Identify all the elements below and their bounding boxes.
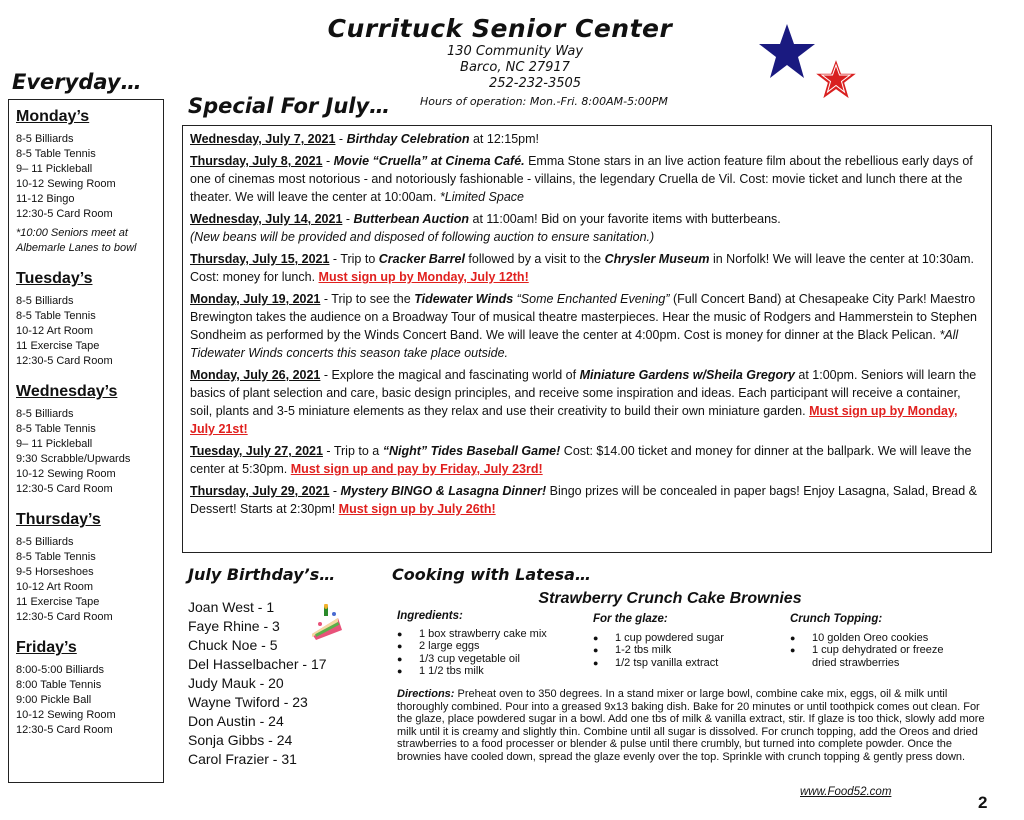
event-text: at 1:00pm. Seniors will learn the basics of plant selection and care, basic design principles, and receive some inspiration and ideas. Each participant will receive a container, soil, plants and 3-5 miniature elements as they relax and use their creativity to build their own miniature garden. — [190, 368, 977, 418]
list-item: 10-12 Art Room — [16, 581, 94, 593]
bullet-icon: ● — [397, 653, 403, 664]
thursday-section — [16, 511, 156, 625]
list-item: 12:30-5 Card Room — [16, 208, 113, 220]
event-item — [190, 210, 984, 246]
list-item: 8-5 Table Tennis — [16, 310, 96, 322]
event-name: Movie “Cruella” at Cinema Café. — [333, 154, 525, 168]
list-item: 10-12 Art Room — [16, 325, 94, 337]
directions-text: Preheat oven to 350 degrees. In a stand mixer or large bowl, combine cake mix, eggs, oil & milk until thoroughly combined. Pour into a greased 9x13 baking dish. Bake for 20 minutes or until toothpick comes out clean. For the glaze, place powdered sugar in a bowl. Add one tbs of milk & vanilla extract, stir. If glaze is too thick, slowly add more milk until it is creamy and slightly thin. Combine until all sugar is dissolved. For crunch topping, add the Oreos and dried strawberries to a food processer or blender & pulse until there crumbly, but turned into complete powder. Once the brownies have cooled down, spread the glaze evenly over the top. Sprinkle with crunch topping & gently press down. — [397, 688, 985, 763]
list-item — [397, 640, 587, 653]
event-name: Cracker Barrel — [378, 252, 465, 266]
list-item: 8-5 Billiards — [16, 408, 74, 420]
tuesday-title: Tuesday’s — [16, 270, 93, 287]
glaze-heading: For the glaze: — [593, 613, 668, 625]
bullet-icon: ● — [790, 632, 796, 643]
tuesday-section — [16, 270, 156, 369]
event-item — [190, 482, 984, 518]
list-item: 11 Exercise Tape — [16, 340, 100, 352]
address-line-2: Barco, NC 27917 — [460, 60, 570, 75]
bullet-icon: ● — [593, 657, 599, 668]
bullet-icon: ● — [593, 645, 599, 655]
glaze-section — [593, 613, 783, 669]
special-events-box — [182, 125, 992, 553]
cooking-heading: Cooking with Latesa… — [392, 565, 591, 584]
bullet-icon: ● — [397, 666, 403, 676]
ingredient-text: 1 cup dehydrated or freeze dried strawberries — [812, 644, 944, 669]
event-text: - Trip to see the — [320, 292, 415, 306]
list-item: 10-12 Sewing Room — [16, 178, 116, 190]
bullet-icon: ● — [397, 628, 403, 639]
list-item — [790, 632, 990, 645]
event-name: Chrysler Museum — [604, 252, 710, 266]
signup-alert: Must sign up by Monday, July 21st! — [190, 404, 958, 436]
list-item: 8-5 Billiards — [16, 295, 74, 307]
list-item: 8:00 Table Tennis — [16, 679, 102, 691]
event-item — [190, 152, 984, 206]
list-item: 8-5 Table Tennis — [16, 551, 96, 563]
event-date: Thursday, July 29, 2021 — [190, 484, 330, 498]
everyday-schedule-box — [8, 99, 164, 783]
list-item: Faye Rhine - 3 — [188, 618, 280, 634]
event-text: - Trip to a — [322, 444, 383, 458]
recipe-title: Strawberry Crunch Cake Brownies — [538, 590, 802, 607]
list-item: Chuck Noe - 5 — [188, 637, 278, 653]
ingredient-text: 1 box strawberry cake mix — [419, 627, 547, 640]
event-text: in Norfolk! We will leave the center at 10:30am. Cost: money for lunch. — [190, 252, 974, 284]
directions-label: Directions: — [397, 688, 455, 700]
list-item: Judy Mauk - 20 — [188, 675, 284, 691]
event-date: Tuesday, July 27, 2021 — [190, 444, 323, 458]
list-item: 12:30-5 Card Room — [16, 611, 113, 623]
event-text: Emma Stone stars in an live action feature film about the rebellious early days of one of cinemas most notorious - and notoriously fashionable - villains, the legendary Cruella de Vil. Cost: movie ticket and lunch there at the theater. We will leave the center at 10:00am. — [190, 154, 973, 204]
event-date: Monday, July 19, 2021 — [190, 292, 321, 306]
event-item — [190, 366, 984, 438]
monday-title: Monday’s — [16, 108, 90, 125]
event-note: *Limited Space — [439, 190, 524, 204]
list-item: 8-5 Billiards — [16, 536, 74, 548]
signup-alert: Must sign up and pay by Friday, July 23rd! — [290, 462, 543, 476]
friday-section — [16, 639, 156, 738]
center-title: Currituck Senior Center — [327, 14, 673, 43]
list-item: 9– 11 Pickleball — [16, 163, 93, 175]
monday-note: *10:00 Seniors meet at Albemarle Lanes to bowl — [16, 227, 137, 254]
event-text: Bingo prizes will be concealed in paper bags! Enjoy Lasagna, Salad, Bread & Dessert! Starts at 2:30pm! — [190, 484, 977, 516]
friday-title: Friday’s — [16, 639, 77, 656]
ingredient-text: 1/3 cup vegetable oil — [419, 652, 520, 665]
event-text: at 11:00am! Bid on your favorite items with butterbeans. — [469, 212, 781, 226]
list-item: 12:30-5 Card Room — [16, 483, 113, 495]
event-item — [190, 130, 984, 148]
event-date: Wednesday, July 14, 2021 — [190, 212, 343, 226]
birthdays-heading: July Birthday’s… — [188, 565, 336, 584]
list-item: 9-5 Horseshoes — [16, 566, 94, 578]
ingredients-section — [397, 610, 587, 678]
wednesday-title: Wednesday’s — [16, 383, 118, 400]
list-item: 9– 11 Pickleball — [16, 438, 93, 450]
wednesday-section — [16, 383, 156, 497]
event-name: Tidewater Winds — [414, 292, 514, 306]
event-text: (Full Concert Band) at Chesapeake City Park! Maestro Brewington takes the audience on a Broadway Tour of musical theatre masterpieces. Hear the music of Rodgers and Hammerstein to Stephen Sondheim as performed by the Winds Concert Band. We will leave the center at 4:00pm. Cost is money for dinner at the Black Pelican. — [190, 292, 977, 342]
list-item: 9:00 Pickle Ball — [16, 694, 92, 706]
event-text: - — [335, 132, 347, 146]
list-item: 9:30 Scrabble/Upwards — [16, 453, 131, 465]
event-date: Thursday, July 15, 2021 — [190, 252, 330, 266]
ingredient-text: 10 golden Oreo cookies — [812, 631, 929, 644]
ingredient-text: 2 large eggs — [419, 640, 480, 652]
ingredient-text: 1 cup powdered sugar — [615, 631, 724, 644]
event-name: “Night” Tides Baseball Game! — [382, 444, 561, 458]
monday-section — [16, 108, 156, 256]
ingredients-heading: Ingredients: — [397, 610, 463, 622]
event-name: Birthday Celebration — [346, 132, 470, 146]
event-date: Thursday, July 8, 2021 — [190, 154, 323, 168]
event-date: Monday, July 26, 2021 — [190, 368, 321, 382]
topping-heading: Crunch Topping: — [790, 613, 883, 625]
list-item: 11 Exercise Tape — [16, 596, 100, 608]
special-heading: Special For July… — [188, 94, 391, 118]
list-item: 11-12 Bingo — [16, 193, 75, 205]
event-text: - Trip to — [329, 252, 379, 266]
list-item: 8:00-5:00 Billiards — [16, 664, 105, 676]
hours-of-operation: Hours of operation: Mon.-Fri. 8:00AM-5:00PM — [420, 95, 668, 108]
signup-alert: Must sign up by July 26th! — [338, 502, 496, 516]
list-item: 8-5 Billiards — [16, 133, 74, 145]
page-number: 2 — [978, 793, 988, 812]
thursday-title: Thursday’s — [16, 511, 101, 528]
event-quote: “Some Enchanted Evening” — [513, 292, 670, 306]
list-item: 12:30-5 Card Room — [16, 355, 113, 367]
list-item: 12:30-5 Card Room — [16, 724, 113, 736]
event-text: - — [329, 484, 341, 498]
event-text: - — [342, 212, 354, 226]
birthdays-list — [188, 598, 327, 769]
event-item — [190, 250, 984, 286]
list-item — [593, 657, 783, 670]
event-name: Mystery BINGO & Lasagna Dinner! — [340, 484, 547, 498]
list-item: 8-5 Table Tennis — [16, 148, 96, 160]
everyday-heading: Everyday… — [12, 70, 142, 94]
event-name: Miniature Gardens w/Sheila Gregory — [579, 368, 795, 382]
list-item: 10-12 Sewing Room — [16, 468, 116, 480]
event-item — [190, 442, 984, 478]
event-date: Wednesday, July 7, 2021 — [190, 132, 336, 146]
signup-alert: Must sign up by Monday, July 12th! — [318, 270, 529, 284]
list-item: 8-5 Table Tennis — [16, 423, 96, 435]
event-text: at 12:15pm! — [469, 132, 539, 146]
address-line-1: 130 Community Way — [446, 44, 584, 59]
bullet-icon: ● — [397, 641, 403, 651]
list-item — [593, 632, 783, 645]
event-text: - Explore the magical and fascinating world of — [320, 368, 580, 382]
blue-star-icon — [756, 22, 818, 80]
birthday-cake-icon — [308, 604, 344, 642]
recipe-directions — [397, 688, 989, 763]
ingredient-text: 1-2 tbs milk — [615, 644, 672, 656]
topping-section — [790, 613, 990, 669]
list-item — [397, 628, 587, 641]
list-item — [790, 644, 990, 669]
phone-number: 252-232-3505 — [488, 76, 582, 91]
bullet-icon: ● — [790, 645, 796, 655]
red-star-icon — [812, 56, 860, 102]
list-item: Wayne Twiford - 23 — [188, 694, 308, 710]
list-item: Joan West - 1 — [188, 599, 275, 615]
list-item: Don Austin - 24 — [188, 713, 284, 729]
list-item: Del Hasselbacher - 17 — [188, 656, 327, 672]
list-item — [593, 644, 783, 657]
list-item: 10-12 Sewing Room — [16, 709, 116, 721]
ingredient-text: 1/2 tsp vanilla extract — [615, 656, 719, 669]
event-item — [190, 290, 984, 362]
ingredient-text: 1 1/2 tbs milk — [419, 665, 484, 677]
event-text: - — [322, 154, 334, 168]
center-address — [400, 44, 630, 92]
bullet-icon: ● — [593, 632, 599, 643]
list-item: Carol Frazier - 31 — [188, 751, 297, 767]
list-item — [397, 665, 587, 678]
event-text: followed by a visit to the — [464, 252, 605, 266]
event-text: Cost: $14.00 ticket and money for dinner at the ballpark. We will leave the center at 5:30pm. — [190, 444, 972, 476]
event-note: (New beans will be provided and disposed of following auction to ensure sanitation.) — [190, 230, 655, 244]
list-item: Sonja Gibbs - 24 — [188, 732, 293, 748]
event-name: Butterbean Auction — [353, 212, 470, 226]
event-note: *All Tidewater Winds concerts this season take place outside. — [190, 328, 959, 360]
list-item — [397, 653, 587, 666]
recipe-source-link[interactable]: www.Food52.com — [800, 786, 892, 798]
